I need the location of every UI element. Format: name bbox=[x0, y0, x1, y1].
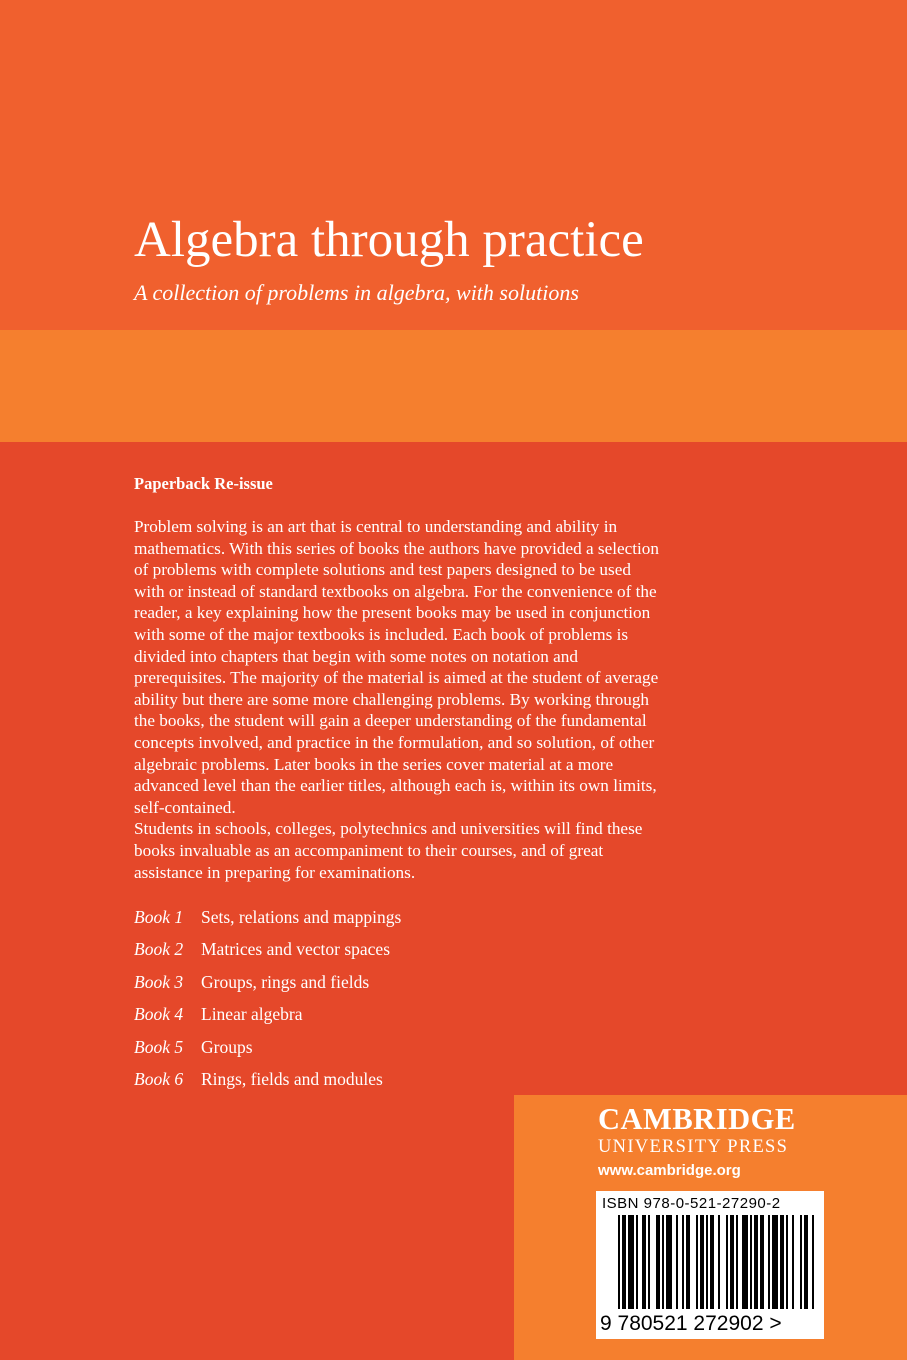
barcode-bar bbox=[812, 1215, 814, 1309]
section-label: Paperback Re-issue bbox=[134, 474, 273, 493]
barcode-bar bbox=[760, 1215, 764, 1309]
barcode-bar bbox=[706, 1215, 708, 1309]
publisher-subtitle: UNIVERSITY PRESS bbox=[598, 1137, 789, 1157]
barcode-bar bbox=[686, 1215, 690, 1309]
book-number: Book 1 bbox=[134, 907, 184, 927]
barcode-bar bbox=[682, 1215, 684, 1309]
ean-digits: 9 780521 272902 > bbox=[600, 1312, 782, 1335]
series-book-list bbox=[134, 904, 401, 1098]
book-number: Book 3 bbox=[134, 971, 184, 992]
blurb bbox=[134, 516, 794, 883]
isbn-text: ISBN 978-0-521-27290-2 bbox=[602, 1195, 781, 1212]
publisher-panel bbox=[514, 1095, 907, 1360]
barcode-bars bbox=[596, 1215, 824, 1311]
book-list-item bbox=[134, 969, 401, 1001]
book-number: Book 6 bbox=[134, 1068, 184, 1089]
publisher-url: www.cambridge.org bbox=[598, 1162, 741, 1179]
barcode-box bbox=[596, 1191, 824, 1339]
barcode-bar bbox=[666, 1215, 672, 1309]
barcode-bar bbox=[772, 1215, 778, 1309]
barcode-bar bbox=[628, 1215, 634, 1309]
book-number: Book 2 bbox=[134, 939, 184, 960]
barcode-bar bbox=[800, 1215, 802, 1309]
barcode-bar bbox=[710, 1215, 714, 1309]
barcode-bar bbox=[780, 1215, 784, 1309]
book-title: Algebra through practice bbox=[134, 212, 644, 268]
book-list-title: Linear algebra bbox=[201, 1004, 303, 1025]
barcode-bar bbox=[656, 1215, 660, 1309]
barcode-bar bbox=[648, 1215, 650, 1309]
barcode-bar bbox=[662, 1215, 664, 1309]
book-list-title: Rings, fields and modules bbox=[201, 1068, 383, 1089]
book-list-item bbox=[134, 1001, 401, 1033]
cover-mid-band bbox=[0, 330, 907, 442]
book-list-item bbox=[134, 1034, 401, 1066]
barcode-bar bbox=[726, 1215, 728, 1309]
blurb-paragraph: Students in schools, colleges, polytechnics and universities will find these books invaluable as an accompaniment to their courses, and of great assistance in preparing for examinations. bbox=[134, 819, 643, 882]
book-list-item bbox=[134, 1066, 401, 1098]
barcode-bar bbox=[792, 1215, 794, 1309]
barcode-bar bbox=[768, 1215, 770, 1309]
barcode-bar bbox=[696, 1215, 698, 1309]
book-list-title: Sets, relations and mappings bbox=[201, 907, 402, 927]
book-number: Book 5 bbox=[134, 1036, 184, 1057]
barcode-bar bbox=[742, 1215, 748, 1309]
book-list-title: Groups, rings and fields bbox=[201, 971, 370, 992]
book-list-item bbox=[134, 904, 401, 936]
barcode-bar bbox=[676, 1215, 678, 1309]
book-list-title: Matrices and vector spaces bbox=[201, 939, 391, 960]
book-subtitle: A collection of problems in algebra, with solutions bbox=[134, 280, 579, 305]
barcode-bar bbox=[730, 1215, 734, 1309]
barcode-bar bbox=[750, 1215, 752, 1309]
barcode-bar bbox=[622, 1215, 626, 1309]
book-list-title: Groups bbox=[201, 1036, 253, 1057]
barcode-bar bbox=[700, 1215, 704, 1309]
book-number: Book 4 bbox=[134, 1004, 184, 1025]
book-list-item bbox=[134, 936, 401, 968]
barcode-bar bbox=[754, 1215, 758, 1309]
barcode-bar bbox=[642, 1215, 646, 1309]
barcode-bar bbox=[718, 1215, 720, 1309]
blurb-paragraph: Problem solving is an art that is central to understanding and ability in mathematics. With this series of books the authors have provided a selection of problems with complete solutions and test papers designed to be used with or instead of standard textbooks on algebra. For the convenience of the reader, a key explaining how the present books may be used in conjunction with some of the major textbooks is included. Each book of problems is divided into chapters that begin with some notes on notation and prerequisites. The majority of the material is aimed at the student of average ability but there are some more challenging problems. By working through the books, the student will gain a deeper understanding of the fundamental concepts involved, and practice in the formulation, and so solution, of other algebraic problems. Later books in the series cover material at a more advanced level than the earlier titles, although each is, within its own limits, self-contained. bbox=[134, 517, 659, 817]
publisher-name: CAMBRIDGE bbox=[598, 1102, 796, 1136]
barcode-bar bbox=[636, 1215, 638, 1309]
barcode-bar bbox=[618, 1215, 620, 1309]
barcode-bar bbox=[804, 1215, 808, 1309]
barcode-bar bbox=[786, 1215, 788, 1309]
barcode-bar bbox=[736, 1215, 738, 1309]
